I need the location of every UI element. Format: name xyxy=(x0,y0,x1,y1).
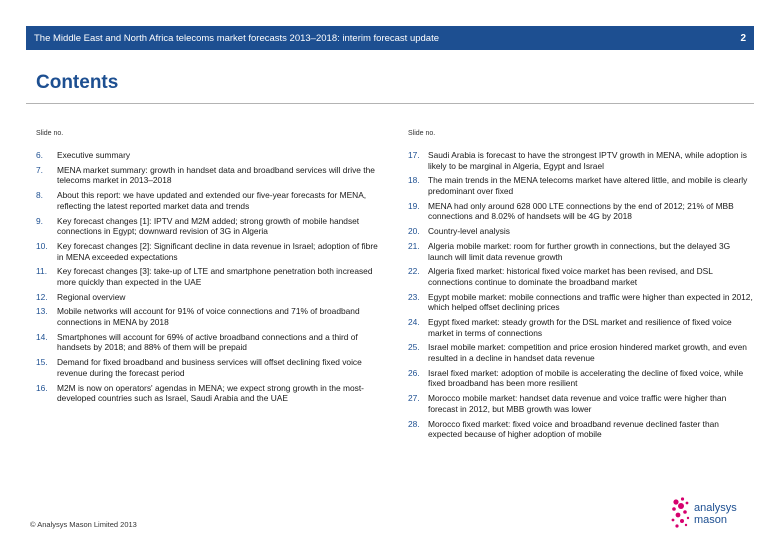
contents-item-text: The main trends in the MENA telecoms market have altered little, and mobile is clearly predominant over fixed xyxy=(428,175,748,196)
contents-item-text: MENA market summary: growth in handset data and broadband services will drive the telecoms market in 2013–2018 xyxy=(57,164,375,186)
contents-item xyxy=(408,150,754,171)
slide-number: 13. xyxy=(36,306,48,317)
slide-number: 28. xyxy=(408,418,420,429)
slide-number: 26. xyxy=(408,367,420,378)
contents-item-text: Morocco fixed market: fixed voice and broadband revenue declined faster than expected because of higher adoption of mobile xyxy=(428,418,719,440)
slide-number: 17. xyxy=(408,150,420,160)
slide-number: 24. xyxy=(408,317,420,328)
slide-number: 18. xyxy=(408,175,420,186)
slide-number: 27. xyxy=(408,393,420,404)
slide-number: 8. xyxy=(36,190,43,201)
logo-text-line2: mason xyxy=(694,514,728,526)
contents-item-text: Key forecast changes [3]: take-up of LTE and smartphone penetration both increased more quickly than expected in the UAE xyxy=(57,266,373,287)
contents-item-text: Morocco mobile market: handset data revenue and voice traffic were higher than forecast in 2012, but MBB growth was lower xyxy=(428,393,727,414)
logo-dots-icon xyxy=(672,497,690,527)
contents-item-text: Executive summary xyxy=(57,150,131,160)
slide-number: 19. xyxy=(408,200,420,211)
slide-number: 9. xyxy=(36,215,43,226)
slide-number: 21. xyxy=(408,240,420,251)
contents-item-text: Demand for fixed broadband and business services will offset declining fixed voice revenue during the forecast period xyxy=(57,357,362,378)
contents-item xyxy=(408,241,754,262)
contents-item-text: Egypt mobile market: mobile connections and traffic were higher than expected in 2012, which helped offset declining prices xyxy=(428,291,753,313)
contents-item xyxy=(36,190,378,211)
slide-number: 11. xyxy=(36,266,48,277)
contents-item xyxy=(36,292,378,303)
contents-item xyxy=(36,165,378,186)
contents-item-text: MENA had only around 628 000 LTE connections by the end of 2012; 21% of MBB connections and 8.02% of handsets will be 4G by 2018 xyxy=(428,200,734,222)
slide-number: 22. xyxy=(408,266,420,277)
header-title: The Middle East and North Africa telecoms market forecasts 2013–2018: interim forecast update xyxy=(34,32,440,44)
contents-item xyxy=(36,383,378,404)
slide-number-label: Slide no. xyxy=(36,130,64,137)
contents-item xyxy=(36,357,378,378)
contents-item xyxy=(408,175,754,196)
contents-item-text: Country-level analysis xyxy=(428,226,510,237)
contents-right-column xyxy=(408,130,754,444)
logo-text-line1: analysys xyxy=(694,502,737,514)
header-bar xyxy=(26,26,754,50)
slide-number: 7. xyxy=(36,164,43,175)
contents-item-text: Key forecast changes [2]: Significant decline in data revenue in Israel; adoption of fibre in MENA exceeded expectations xyxy=(57,240,378,262)
contents-item xyxy=(36,266,378,287)
contents-item xyxy=(36,306,378,327)
contents-item xyxy=(36,150,378,161)
contents-item xyxy=(408,292,754,313)
contents-item xyxy=(36,241,378,262)
contents-item-text: Israel mobile market: competition and price erosion hindered market growth, and even resulted in a decline in handset data revenue xyxy=(428,342,747,363)
slide-number: 25. xyxy=(408,342,420,353)
contents-item-text: Key forecast changes [1]: IPTV and M2M added; strong growth of mobile handset connections in Egypt; downward revision of 3G in Algeria xyxy=(57,215,360,237)
contents-item xyxy=(408,368,754,389)
title-divider xyxy=(26,103,754,104)
slide-number: 16. xyxy=(36,382,48,393)
contents-left-column xyxy=(36,130,378,408)
contents-item xyxy=(408,226,754,237)
contents-item-text: Regional overview xyxy=(57,291,126,302)
contents-item-text: Saudi Arabia is forecast to have the strongest IPTV growth in MENA, while adoption is likely to be marginal in Algeria, Egypt and Israel xyxy=(428,150,747,171)
contents-item-text: About this report: we have updated and extended our five-year forecasts for MENA, reflecting the latest reported market data and trends xyxy=(57,190,367,211)
slide-number: 6. xyxy=(36,150,43,160)
slide-number: 23. xyxy=(408,291,420,302)
contents-list-right xyxy=(408,150,754,440)
contents-item-text: Israel fixed market: adoption of mobile is accelerating the decline of fixed voice, while fixed broadband has been more resilient xyxy=(428,367,744,389)
copyright-footer: © Analysys Mason Limited 2013 xyxy=(30,520,137,529)
slide-number: 12. xyxy=(36,291,48,302)
contents-item xyxy=(408,317,754,338)
contents-item xyxy=(36,216,378,237)
contents-item xyxy=(408,266,754,287)
slide-number: 10. xyxy=(36,240,48,251)
contents-item xyxy=(408,393,754,414)
page-number: 2 xyxy=(740,32,746,44)
contents-item xyxy=(36,332,378,353)
contents-item-text: Egypt fixed market: steady growth for the DSL market and resilience of fixed voice market in terms of connections xyxy=(428,317,732,338)
contents-item-text: Smartphones will account for 69% of active broadband connections and a third of handsets by 2018; and 88% of them will be prepaid xyxy=(57,331,358,353)
contents-item-text: Mobile networks will account for 91% of voice connections and 71% of broadband connections in MENA by 2018 xyxy=(57,306,360,328)
contents-item xyxy=(408,201,754,222)
slide-number: 20. xyxy=(408,226,420,237)
page-title: Contents xyxy=(36,72,119,93)
contents-item-text: M2M is now on operators' agendas in MENA; we expect strong growth in the most-developed countries such as Israel, Saudi Arabia and the UAE xyxy=(57,382,364,404)
analysys-mason-logo xyxy=(670,494,750,530)
contents-item-text: Algeria fixed market: historical fixed voice market has been revised, and DSL connections continue to dominate the broadband market xyxy=(428,266,713,287)
contents-list-left xyxy=(36,150,378,404)
slide-number: 14. xyxy=(36,331,48,342)
slide-number: 15. xyxy=(36,357,48,368)
contents-item xyxy=(408,342,754,363)
slide-number-label: Slide no. xyxy=(408,130,436,137)
contents-item-text: Algeria mobile market: room for further growth in connections, but the delayed 3G launch will limit data revenue growth xyxy=(428,240,731,262)
contents-item xyxy=(408,419,754,440)
